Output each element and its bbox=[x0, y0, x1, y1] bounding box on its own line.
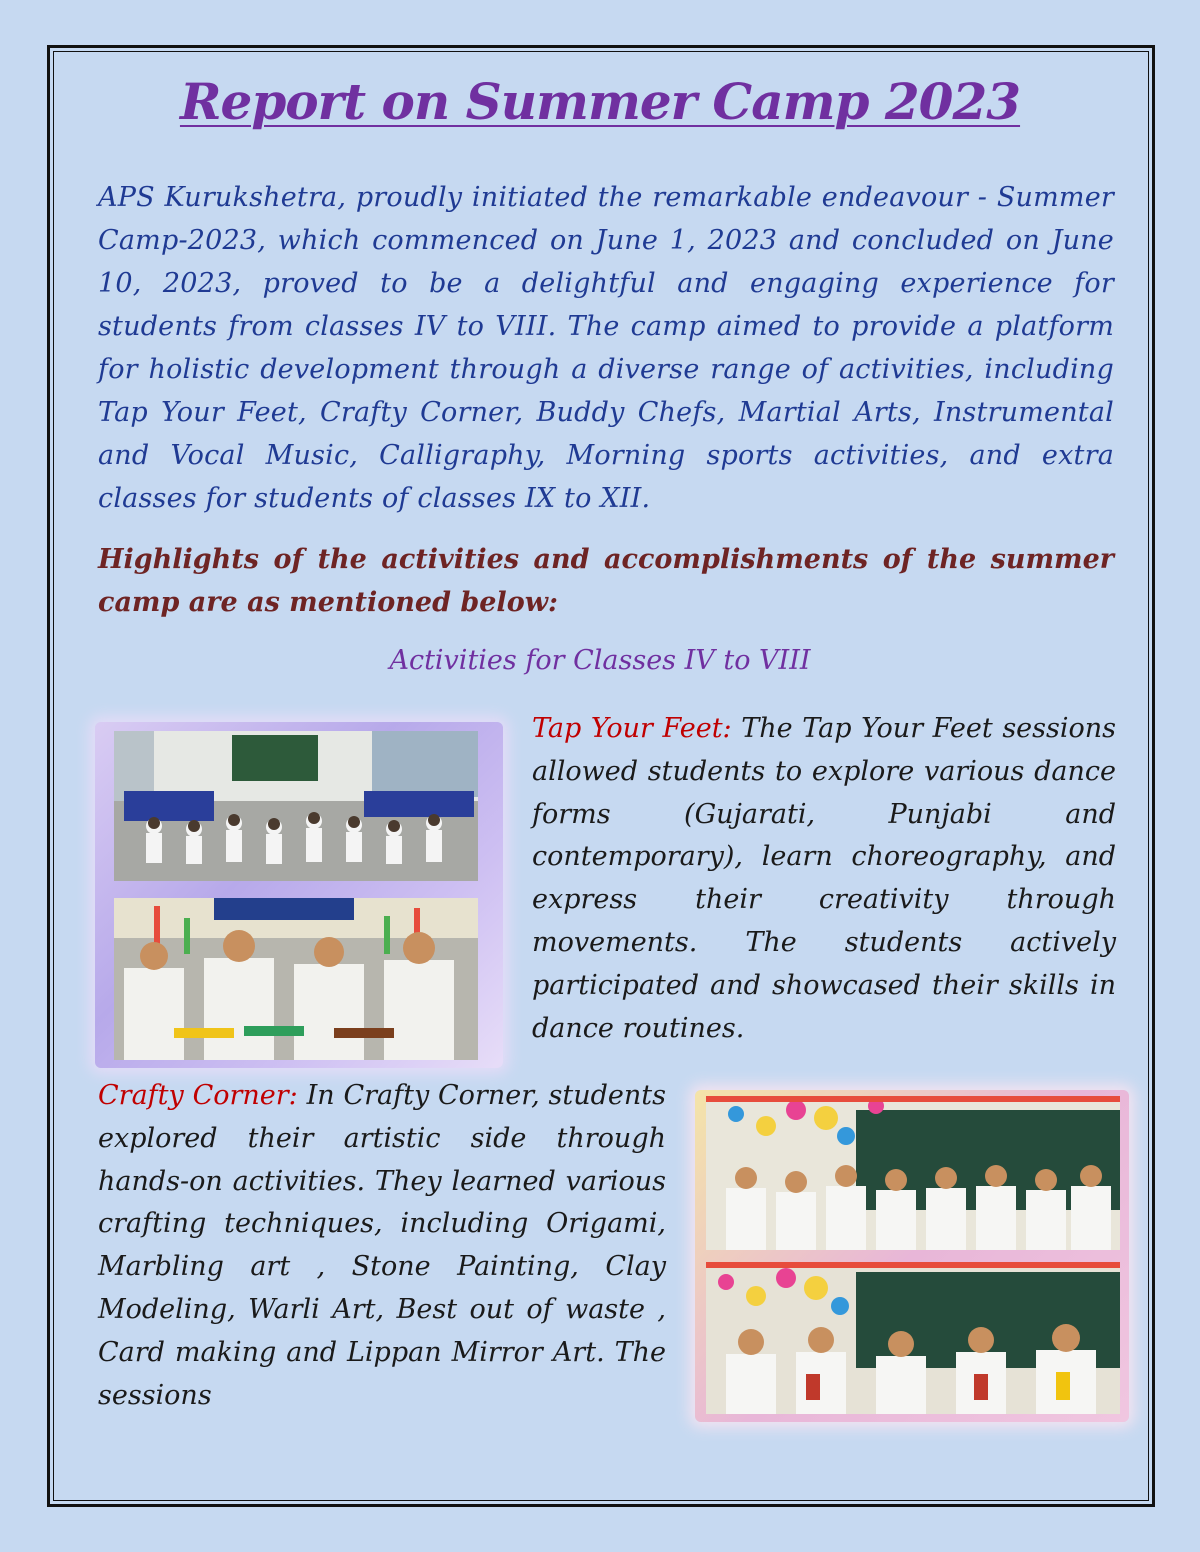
highlights-heading: Highlights of the activities and accomplishments of the summer camp are as mentioned below: bbox=[98, 544, 1114, 618]
crafty-corner-lead: Crafty Corner: bbox=[98, 1080, 298, 1111]
craft-group-photo-1 bbox=[706, 1096, 1120, 1250]
tap-your-feet-lead: Tap Your Feet: bbox=[532, 713, 732, 744]
intro-paragraph: APS Kurukshetra, proudly initiated the remarkable endeavour - Summer Camp-2023, which commenced on June 1, 2023 and concluded on June 10, 2023, proved to be a delightful and engaging experience for students from classes IV to VIII. The camp aimed to provide a platform for holistic development through a diverse range of activities, including Tap Your Feet, Crafty Corner, Buddy Chefs, Martial Arts, Instrumental and Vocal Music, Calligraphy, Morning sports activities, and extra classes for students of classes IX to XII. bbox=[98, 182, 1114, 514]
tap-your-feet-paragraph bbox=[532, 708, 1116, 1050]
report-title: Report on Summer Camp 2023 bbox=[179, 72, 1021, 131]
tap-your-feet-text: The Tap Your Feet sessions allowed students to explore various dance forms (Gujarati, Punjabi and contemporary), learn choreography, and express their creativity through movements. The students actively participated and showcased their skills in dance routines. bbox=[532, 713, 1117, 1044]
dance-classroom-photo bbox=[114, 731, 478, 881]
crafty-corner-text: In Crafty Corner, students explored their artistic side through hands-on activities. They learned various crafting techniques, including Origami, Marbling art , Stone Painting, Clay Modeling, Warli Art, Best out of waste , Card making and Lippan Mirror Art. The sessions bbox=[98, 1080, 666, 1411]
activities-subheading: Activities for Classes IV to VIII bbox=[389, 645, 811, 676]
crafty-corner-paragraph bbox=[98, 1075, 666, 1417]
dance-performance-photo bbox=[114, 898, 478, 1060]
craft-group-photo-2 bbox=[706, 1262, 1120, 1414]
